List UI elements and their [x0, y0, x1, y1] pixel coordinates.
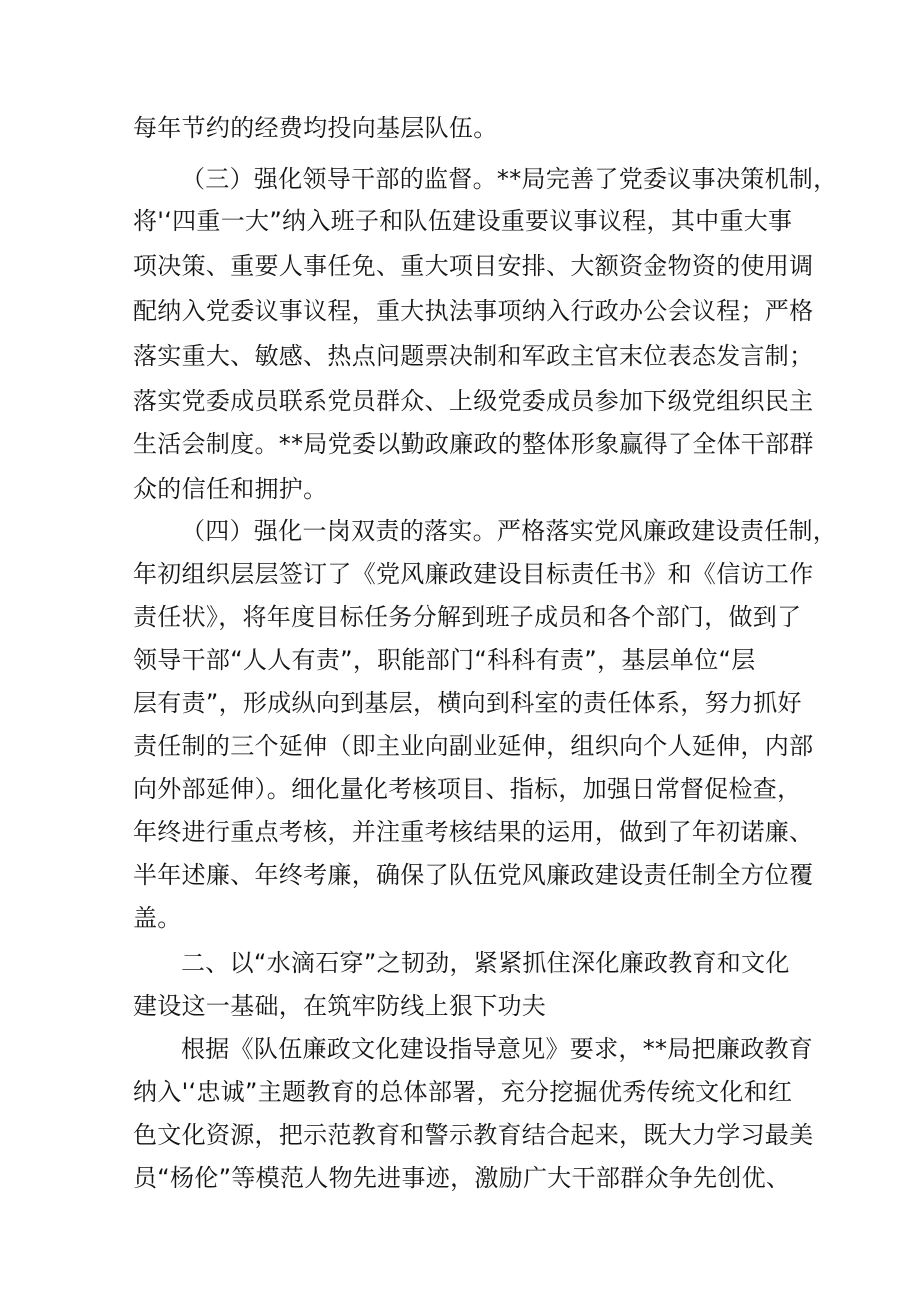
text-line-24: 色文化资源，把示范教育和警示教育结合起来，既大力学习最美: [133, 1121, 814, 1149]
text-line-16: 向外部延伸）。细化量化考核项目、指标，加强日常督促检查，: [133, 775, 802, 803]
text-line-3: 将'‘四重一大”纳入班子和队伍建设重要议事议程，其中重大事: [133, 207, 793, 235]
part-2-heading-line-2: 建设这一基础，在筑牢防线上狠下功夫: [133, 992, 547, 1020]
text-line-25: 员“杨伦”等模范人物先进事迹，激励广大干部群众争先创优、: [133, 1164, 791, 1192]
text-line-17: 年终进行重点考核，并注重考核结果的运用，做到了年初诺廉、: [133, 818, 814, 846]
text-line-15: 责任制的三个延伸（即主业向副业延伸，组织向个人延伸，内部: [133, 732, 814, 760]
text-line-4: 项决策、重要人事任免、重大项目安排、大额资金物资的使用调: [133, 252, 814, 280]
text-line-6: 落实重大、敏感、热点问题票决制和军政主官末位表态发言制；: [133, 342, 814, 370]
text-line-11: 年初组织层层签订了《党风廉政建设目标责任书》和《信访工作: [133, 560, 814, 588]
text-line-22: 根据《队伍廉政文化建设指导意见》要求，**局把廉政教育: [181, 1035, 814, 1063]
text-line-19: 盖。: [133, 904, 182, 932]
text-line-9: 众的信任和拥护。: [133, 475, 328, 503]
text-line-1: 每年节约的经费均投向基层队伍。: [133, 114, 498, 142]
text-line-18: 半年述廉、年终考廉，确保了队伍党风廉政建设责任制全方位覆: [133, 861, 814, 889]
text-line-8: 生活会制度。**局党委以勤政廉政的整体形象赢得了全体干部群: [133, 430, 814, 458]
text-line-13: 领导干部“人人有责”，职能部门“科科有责”，基层单位“层: [133, 646, 756, 674]
section-3-heading-line: （三）强化领导干部的监督。**局完善了党委议事决策机制，: [181, 165, 838, 193]
part-2-heading-line-1: 二、以“水滴石穿”之韧劲，紧紧抓住深化廉政教育和文化: [181, 949, 790, 977]
text-line-14: 层有责”，形成纵向到基层，横向到科室的责任体系，努力抓好: [133, 689, 802, 717]
text-line-5: 配纳入党委议事议程，重大执法事项纳入行政办公会议程；严格: [133, 297, 814, 325]
text-line-12: 责任状》，将年度目标任务分解到班子成员和各个部门，做到了: [133, 603, 802, 631]
text-line-23: 纳入'‘忠诚”主题教育的总体部署，充分挖掘优秀传统文化和红: [133, 1078, 793, 1106]
text-line-7: 落实党委成员联系党员群众、上级党委成员参加下级党组织民主: [133, 387, 814, 415]
section-4-heading-line: （四）强化一岗双责的落实。严格落实党风廉政建设责任制，: [181, 517, 838, 545]
